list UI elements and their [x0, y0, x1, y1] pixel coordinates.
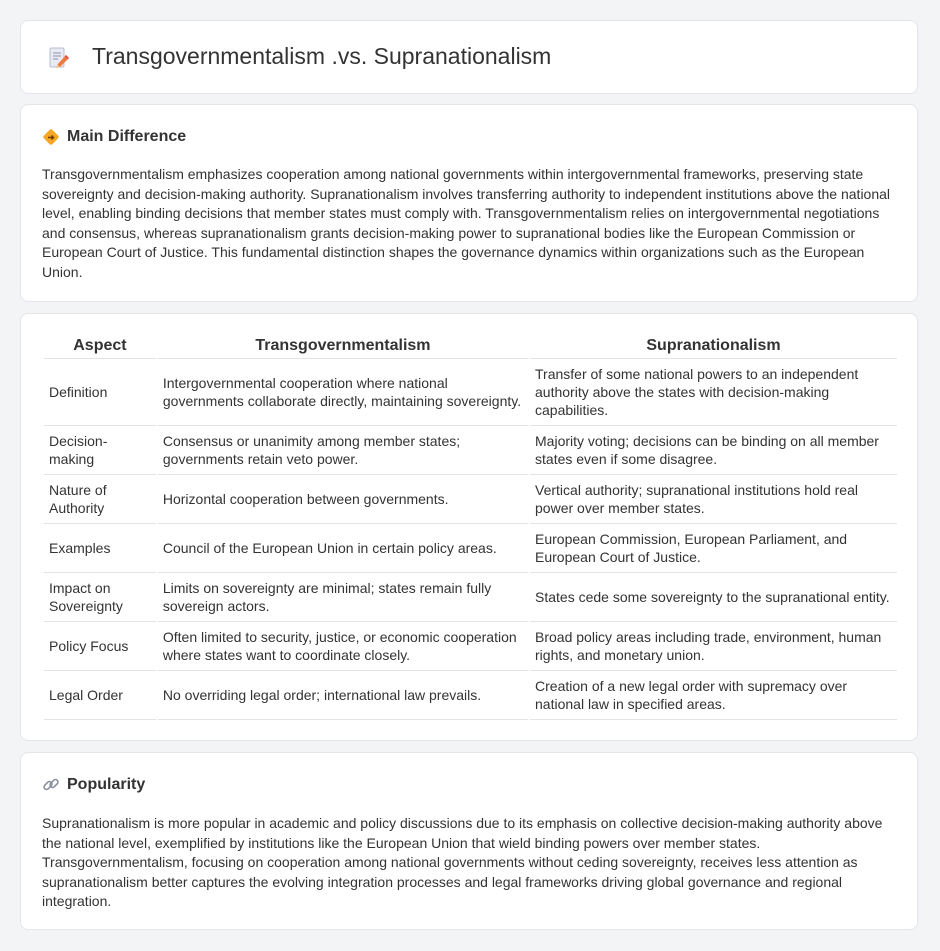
comparison-table: [42, 336, 899, 720]
aspect-cell: Decision-making: [44, 426, 156, 475]
table-row: [44, 524, 897, 573]
transgovernmentalism-cell: Limits on sovereignty are minimal; states remain fully sovereign actors.: [158, 573, 528, 622]
table-row: [44, 622, 897, 671]
page-title: Transgovernmentalism .vs. Supranationalism: [92, 43, 552, 69]
main-difference-card: [20, 104, 918, 302]
diamond-signpost-icon: [42, 128, 60, 146]
table-header-row: [44, 336, 897, 359]
popularity-title: Popularity: [67, 776, 146, 793]
supranationalism-cell: Majority voting; decisions can be binding on all member states even if some disagree.: [530, 426, 897, 475]
aspect-cell: Impact on Sovereignty: [44, 573, 156, 622]
supranationalism-cell: Creation of a new legal order with supremacy over national law in specified areas.: [530, 671, 897, 720]
popularity-card: [20, 752, 918, 930]
header-transgovernmentalism: Transgovernmentalism: [158, 336, 528, 359]
table-row: [44, 426, 897, 475]
popularity-heading: [42, 775, 145, 795]
transgovernmentalism-cell: Often limited to security, justice, or economic cooperation where states want to coordinate closely.: [158, 622, 528, 671]
transgovernmentalism-cell: Council of the European Union in certain policy areas.: [158, 524, 528, 573]
main-difference-heading: [42, 127, 186, 147]
header-supranationalism: Supranationalism: [530, 336, 897, 359]
transgovernmentalism-cell: Horizontal cooperation between governments.: [158, 475, 528, 524]
transgovernmentalism-cell: Intergovernmental cooperation where national governments collaborate directly, maintaining sovereignty.: [158, 359, 528, 426]
supranationalism-cell: States cede some sovereignty to the supranational entity.: [530, 573, 897, 622]
aspect-cell: Definition: [44, 359, 156, 426]
popularity-text: Supranationalism is more popular in academic and policy discussions due to its emphasis on collective decision-making authority above the national level, exemplified by institutions like the European Union that wield binding powers over member states. Transgovernmentalism, focusing on cooperation among national governments without ceding sovereignty, receives less attention as supranationalism better captures the evolving integration processes and legal frameworks driving global governance and regional integration.: [42, 815, 883, 910]
supranationalism-cell: Transfer of some national powers to an independent authority above the states with decision-making capabilities.: [530, 359, 897, 426]
table-row: [44, 671, 897, 720]
aspect-cell: Policy Focus: [44, 622, 156, 671]
aspect-cell: Nature of Authority: [44, 475, 156, 524]
supranationalism-cell: Broad policy areas including trade, environment, human rights, and monetary union.: [530, 622, 897, 671]
document-pencil-icon: [47, 46, 71, 70]
link-icon: [42, 776, 60, 794]
comparison-card: [20, 313, 918, 741]
table-row: [44, 573, 897, 622]
main-difference-text: Transgovernmentalism emphasizes cooperation among national governments within intergovernmental frameworks, preserving state sovereignty and decision-making authority. Supranationalism involves transferring authority to independent institutions above the national level, enabling binding decisions that member states must comply with. Transgovernmentalism relies on intergovernmental negotiations and consensus, whereas supranationalism grants decision-making power to supranational bodies like the European Commission or European Court of Justice. This fundamental distinction shapes the governance dynamics within organizations such as the European Union.: [42, 166, 891, 280]
title-card: [20, 20, 918, 94]
main-difference-title: Main Difference: [67, 128, 187, 145]
transgovernmentalism-cell: Consensus or unanimity among member states; governments retain veto power.: [158, 426, 528, 475]
header-aspect: Aspect: [44, 336, 156, 359]
supranationalism-cell: Vertical authority; supranational institutions hold real power over member states.: [530, 475, 897, 524]
table-row: [44, 475, 897, 524]
table-row: [44, 359, 897, 426]
aspect-cell: Examples: [44, 524, 156, 573]
transgovernmentalism-cell: No overriding legal order; international law prevails.: [158, 671, 528, 720]
aspect-cell: Legal Order: [44, 671, 156, 720]
supranationalism-cell: European Commission, European Parliament, and European Court of Justice.: [530, 524, 897, 573]
